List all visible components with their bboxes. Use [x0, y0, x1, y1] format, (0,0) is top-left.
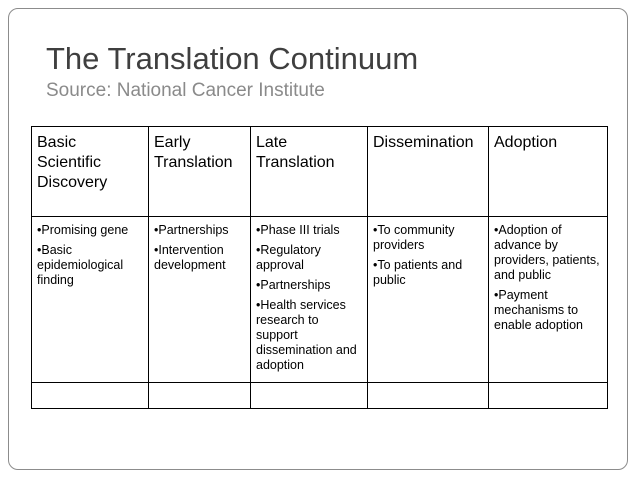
cell-adoption: [489, 217, 608, 383]
list-item: •Promising gene: [37, 223, 129, 237]
translation-continuum-table: [31, 126, 608, 409]
list-item: •Intervention development: [154, 243, 226, 272]
header-early-translation: Early Translation: [149, 127, 251, 217]
cell-basic-scientific-discovery: [32, 217, 149, 383]
header-dissemination: Dissemination: [368, 127, 489, 217]
header-late-translation: Late Translation: [251, 127, 368, 217]
list-item: •Basic epidemiological finding: [37, 243, 124, 287]
header-basic-scientific-discovery: Basic Scientific Discovery: [32, 127, 149, 217]
empty-cell: [368, 383, 489, 409]
list-item: •Partnerships: [154, 223, 229, 237]
empty-row: [32, 383, 608, 409]
cell-dissemination: [368, 217, 489, 383]
content-row: [32, 217, 608, 383]
cell-early-translation: [149, 217, 251, 383]
cell-late-translation: [251, 217, 368, 383]
list-item: •Partnerships: [256, 278, 331, 292]
empty-cell: [32, 383, 149, 409]
list-item: •To patients and public: [373, 258, 463, 287]
empty-cell: [251, 383, 368, 409]
slide-subtitle: Source: National Cancer Institute: [46, 80, 325, 101]
header-row: [32, 127, 608, 217]
header-adoption: Adoption: [489, 127, 608, 217]
list-item: •Regulatory approval: [256, 243, 321, 272]
list-item: •Health services research to support dissemination and adoption: [256, 298, 357, 372]
empty-cell: [149, 383, 251, 409]
slide-title: The Translation Continuum: [46, 41, 419, 76]
list-item: •To community providers: [373, 223, 455, 252]
empty-cell: [489, 383, 608, 409]
list-item: •Payment mechanisms to enable adoption: [494, 288, 583, 332]
list-item: •Phase III trials: [256, 223, 340, 237]
list-item: •Adoption of advance by providers, patients, and public: [494, 223, 600, 282]
